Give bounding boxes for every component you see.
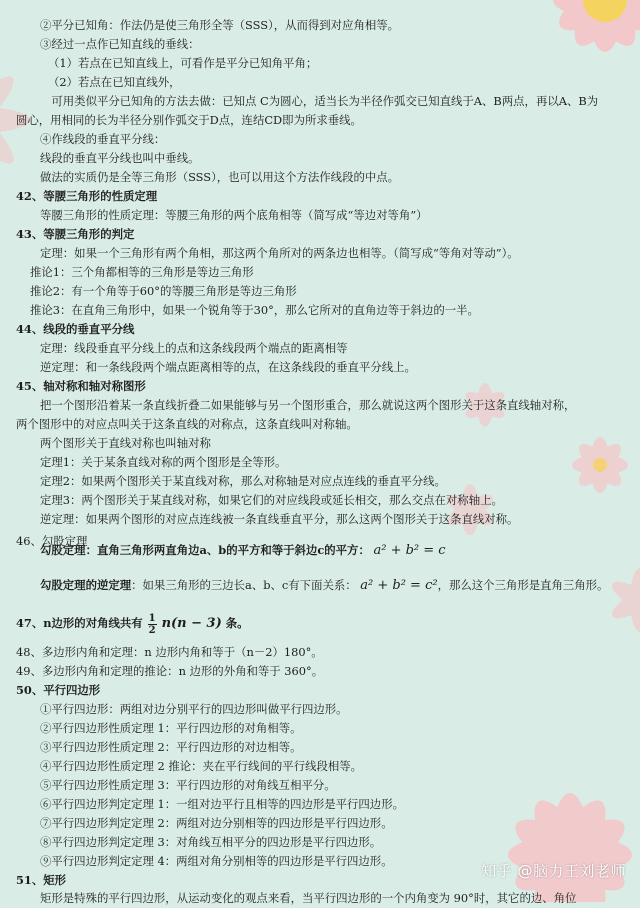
pythagoras-theorem-line	[40, 541, 630, 560]
text-line: ③平行四边形性质定理 2：平行四边形的对边相等。	[40, 740, 302, 754]
section-heading: 43、等腰三角形的判定	[16, 227, 135, 241]
section-heading: 44、线段的垂直平分线	[16, 322, 135, 336]
text-line: （1）若点在已知直线上，可看作是平分已知角平角；	[48, 56, 318, 70]
text-line: ⑥平行四边形判定定理 1：一组对边平行且相等的四边形是平行四边形。	[40, 797, 404, 811]
section-heading: 42、等腰三角形的性质定理	[16, 189, 158, 203]
text-line: 49、多边形内角和定理的推论：n 边形的外角和等于 360°。	[16, 664, 324, 678]
text-line: 圆心，用相同的长为半径分别作弧交于D点，连结CD即为所求垂线。	[16, 113, 362, 127]
pythagoras-formula: a² + b² = c	[373, 543, 446, 558]
text-line: ⑧平行四边形判定定理 3：对角线互相平分的四边形是平行四边形。	[40, 835, 382, 849]
text-line: ②平行四边形性质定理 1：平行四边形的对角相等。	[40, 721, 302, 735]
diagonal-count-line	[16, 610, 640, 637]
text-line: 逆定理：如果两个图形的对应点连线被一条直线垂直平分，那么这两个图形关于这条直线对称。	[40, 512, 519, 526]
text-line: 线段的垂直平分线也叫中垂线。	[40, 151, 200, 165]
diagonal-count-prefix: 47、n边形的对角线共有	[16, 616, 143, 630]
section-heading: 45、轴对称和轴对称图形	[16, 379, 146, 393]
text-line: 推论1：三个角都相等的三角形是等边三角形	[30, 265, 254, 279]
section-heading: 51、矩形	[16, 873, 67, 887]
text-line: ④作线段的垂直平分线：	[40, 132, 166, 146]
diagonal-fraction	[148, 613, 157, 636]
fraction-numerator: 1	[148, 612, 156, 624]
pythagoras-converse-label: ：如果三角形的三边长a、b、c有下面关系：	[131, 578, 357, 592]
text-line: 等腰三角形的性质定理：等腰三角形的两个底角相等（简写成“等边对等角”）	[40, 208, 428, 222]
text-line: ⑨平行四边形判定定理 4：两组对角分别相等的四边形是平行四边形。	[40, 854, 393, 868]
section-heading: 50、平行四边形	[16, 683, 101, 697]
text-line: 定理：线段垂直平分线上的点和这条线段两个端点的距离相等	[40, 341, 348, 355]
diagonal-expression: n(n − 3)	[161, 616, 222, 631]
text-line: 把一个图形沿着某一条直线折叠二如果能够与另一个图形重合，那么就说这两个图形关于这条直线轴对称，	[40, 398, 576, 412]
text-line: 定理1：关于某条直线对称的两个图形是全等形。	[40, 455, 287, 469]
text-line: ③经过一点作已知直线的垂线：	[40, 37, 200, 51]
watermark: 知乎 @脑力王刘老师	[481, 862, 626, 880]
text-line: 推论2：有一个角等于60°的等腰三角形是等边三角形	[30, 284, 297, 298]
text-line: ①平行四边形：两组对边分别平行的四边形叫做平行四边形。	[40, 702, 348, 716]
text-line: ⑦平行四边形判定定理 2：两组对边分别相等的四边形是平行四边形。	[40, 816, 393, 830]
pythagoras-converse-label-bold: 勾股定理的逆定理	[40, 578, 132, 592]
text-line: ②平分已知角：作法仍是使三角形全等（SSS），从而得到对应角相等。	[40, 18, 400, 32]
text-line: 定理3：两个图形关于某直线对称，如果它们的对应线段或延长相交，那么交点在对称轴上。	[40, 493, 503, 507]
pythagoras-converse-line	[40, 576, 640, 595]
text-line: 定理2：如果两个图形关于某直线对称，那么对称轴是对应点连线的垂直平分线。	[40, 474, 446, 488]
text-line: （2）若点在已知直线外，	[48, 75, 181, 89]
text-line: ⑤平行四边形性质定理 3：平行四边形的对角线互相平分。	[40, 778, 336, 792]
fraction-denominator: 2	[148, 624, 156, 636]
pythagoras-converse-formula: a² + b² = c²	[360, 578, 438, 593]
pythagoras-converse-tail: ，那么这个三角形是直角三角形。	[437, 578, 609, 592]
text-line: 定理：如果一个三角形有两个角相，那这两个角所对的两条边也相等。（简写成“等角对等动”）。	[40, 246, 519, 260]
text-line: 可用类似平分已知角的方法去做：已知点 C为圆心，适当长为半径作弧交已知直线于A、B两点，再以A、B为	[40, 94, 599, 108]
text-line: 46、勾股定理	[16, 534, 88, 548]
text-line: 做法的实质仍是全等三角形（SSS），也可以用这个方法作线段的中点。	[40, 170, 400, 184]
text-line: 逆定理：和一条线段两个端点距离相等的点，在这条线段的垂直平分线上。	[40, 360, 416, 374]
text-line: ④平行四边形性质定理 2 推论：夹在平行线间的平行线段相等。	[40, 759, 363, 773]
text-line: 矩形是特殊的平行四边形，从运动变化的观点来看，当平行四边形的一个内角变为 90°时，其它的边、角位	[40, 891, 577, 905]
text-line: 两个图形关于直线对称也叫轴对称	[40, 436, 211, 450]
text-line: 两个图形中的对应点叫关于这条直线的对称点，这条直线叫对称轴。	[16, 417, 358, 431]
text-line: 推论3：在直角三角形中，如果一个锐角等于30°，那么它所对的直角边等于斜边的一半。	[30, 303, 479, 317]
pythagoras-label: 勾股定理：直角三角形两直角边a、b的平方和等于斜边c的平方：	[40, 543, 370, 557]
diagonal-count-suffix: 条。	[225, 616, 249, 630]
text-line: 48、多边形内角和定理：n 边形内角和等于（n－2）180°。	[16, 645, 323, 659]
